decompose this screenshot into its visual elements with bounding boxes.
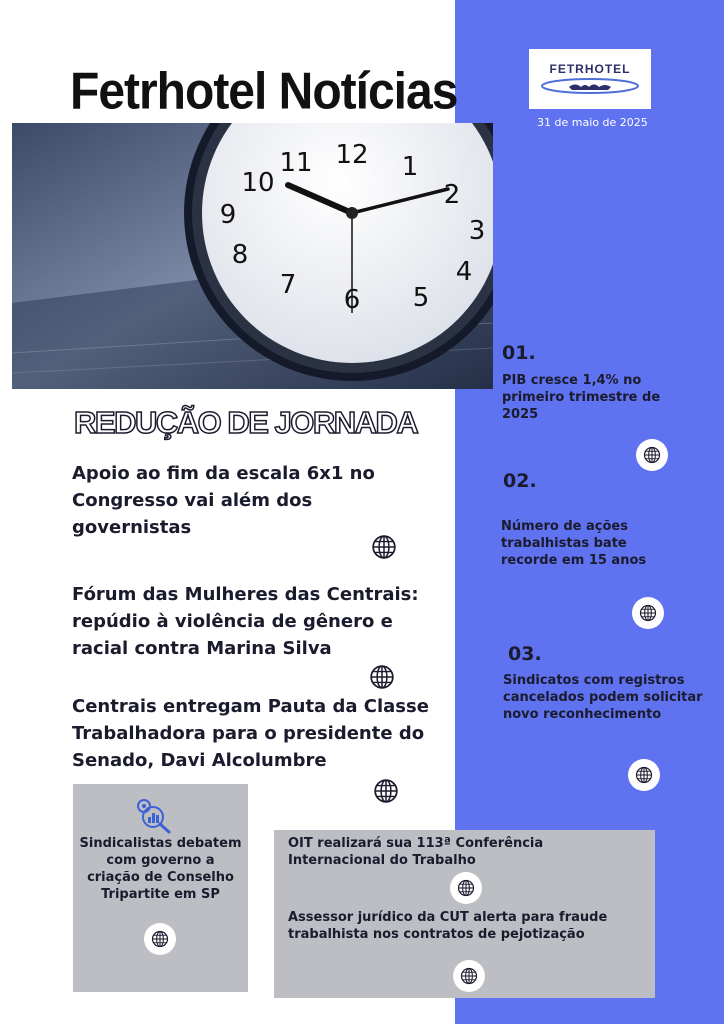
clock-numeral: 2: [443, 180, 461, 210]
clock-numeral: 8: [231, 240, 249, 270]
globe-icon[interactable]: [628, 759, 660, 791]
clock-numeral: 7: [279, 270, 297, 300]
sidebar-item-number: 01.: [502, 342, 536, 364]
card-headline[interactable]: OIT realizará sua 113ª Conferência Internacional do Trabalho: [288, 836, 544, 868]
issue-date: 31 de maio de 2025: [537, 116, 648, 129]
clock-numeral: 11: [279, 148, 313, 178]
fetrhotel-logo: [529, 49, 651, 109]
logo-emblem-icon: [539, 75, 641, 97]
analysis-icon: [131, 795, 173, 835]
globe-icon[interactable]: [371, 534, 397, 560]
globe-icon[interactable]: [453, 960, 485, 992]
globe-icon[interactable]: [144, 923, 176, 955]
card-headline[interactable]: Sindicalistas debatem com governo a criação de Conselho Tripartite em SP: [79, 836, 242, 902]
clock-numeral: 9: [219, 200, 237, 230]
sidebar-item-number: 02.: [503, 470, 537, 492]
clock-numeral: 6: [343, 285, 361, 315]
clock-numeral: 10: [241, 168, 275, 198]
globe-icon[interactable]: [636, 439, 668, 471]
story-headline[interactable]: Apoio ao fim da escala 6x1 no Congresso vai além dos governistas: [72, 463, 375, 538]
clock-numeral: 5: [412, 283, 430, 313]
sidebar-item-number: 03.: [508, 643, 542, 665]
sidebar-item-headline[interactable]: PIB cresce 1,4% no primeiro trimestre de 2025: [502, 373, 661, 422]
section-heading: REDUÇÃO DE JORNADA: [74, 405, 418, 440]
story-headline[interactable]: Fórum das Mulheres das Centrais: repúdio à violência de gênero e racial contra Marina Silva: [72, 584, 419, 659]
newsletter-title: Fetrhotel Notícias: [70, 63, 458, 121]
globe-icon[interactable]: [450, 872, 482, 904]
clock-numeral: 12: [335, 140, 369, 170]
logo-text: FETRHOTEL: [549, 62, 631, 76]
globe-icon[interactable]: [632, 597, 664, 629]
sidebar-item-headline[interactable]: Sindicatos com registros cancelados podem solicitar novo reconhecimento: [503, 673, 703, 722]
globe-icon[interactable]: [369, 664, 395, 690]
clock-numeral: 4: [455, 257, 473, 287]
clock-numeral: 1: [401, 152, 419, 182]
globe-icon[interactable]: [373, 778, 399, 804]
clock-numeral: 3: [468, 216, 486, 246]
clock-photo: [12, 123, 493, 389]
card-headline[interactable]: Assessor jurídico da CUT alerta para fraude trabalhista nos contratos de pejotização: [288, 910, 608, 942]
story-headline[interactable]: Centrais entregam Pauta da Classe Trabalhadora para o presidente do Senado, Davi Alcolumbre: [72, 696, 429, 771]
sidebar-item-headline[interactable]: Número de ações trabalhistas bate recorde em 15 anos: [501, 519, 647, 568]
